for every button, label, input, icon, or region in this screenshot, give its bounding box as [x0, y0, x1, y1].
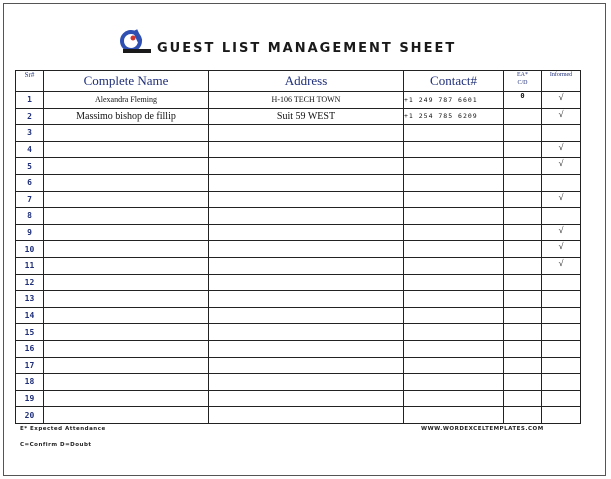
contact-cell[interactable]	[404, 241, 504, 258]
contact-cell[interactable]	[404, 257, 504, 274]
contact-cell[interactable]	[404, 357, 504, 374]
ea-cell[interactable]	[504, 191, 542, 208]
guest-name-cell[interactable]: Alexandra Fleming	[44, 92, 209, 109]
ea-cell[interactable]	[504, 241, 542, 258]
table-row	[16, 357, 581, 374]
row-number: 7	[16, 191, 44, 208]
informed-cell[interactable]	[542, 274, 581, 291]
ea-cell[interactable]	[504, 158, 542, 175]
table-row	[16, 174, 581, 191]
informed-cell[interactable]: √	[542, 92, 581, 109]
row-number: 9	[16, 224, 44, 241]
guest-name-cell[interactable]	[44, 141, 209, 158]
row-number: 3	[16, 125, 44, 142]
contact-cell[interactable]	[404, 141, 504, 158]
informed-cell[interactable]	[542, 390, 581, 407]
contact-cell[interactable]	[404, 291, 504, 308]
row-number: 14	[16, 307, 44, 324]
guest-name-cell[interactable]	[44, 374, 209, 391]
address-cell[interactable]: Suit 59 WEST	[209, 108, 404, 125]
column-header-informed: Informed	[542, 71, 581, 92]
guest-name-cell[interactable]	[44, 274, 209, 291]
informed-cell[interactable]: √	[542, 158, 581, 175]
informed-cell[interactable]: √	[542, 257, 581, 274]
guest-name-cell[interactable]: Massimo bishop de fillip	[44, 108, 209, 125]
guest-name-cell[interactable]	[44, 307, 209, 324]
guest-name-cell[interactable]	[44, 158, 209, 175]
ea-cell[interactable]	[504, 390, 542, 407]
guest-name-cell[interactable]	[44, 174, 209, 191]
table-row	[16, 324, 581, 341]
row-number: 16	[16, 340, 44, 357]
row-number: 6	[16, 174, 44, 191]
informed-cell[interactable]: √	[542, 241, 581, 258]
address-cell[interactable]	[209, 241, 404, 258]
ea-cell[interactable]	[504, 357, 542, 374]
address-cell[interactable]	[209, 257, 404, 274]
address-cell[interactable]	[209, 224, 404, 241]
row-number: 2	[16, 108, 44, 125]
contact-cell[interactable]	[404, 224, 504, 241]
guest-name-cell[interactable]	[44, 191, 209, 208]
informed-cell[interactable]	[542, 125, 581, 142]
table-row	[16, 224, 581, 241]
guest-name-cell[interactable]	[44, 224, 209, 241]
table-body	[16, 92, 581, 424]
ea-cell[interactable]	[504, 257, 542, 274]
page-title: GUEST LIST MANAGEMENT SHEET	[157, 41, 457, 56]
contact-cell[interactable]	[404, 307, 504, 324]
contact-cell[interactable]	[404, 158, 504, 175]
informed-cell[interactable]: √	[542, 224, 581, 241]
ea-cell[interactable]: 0	[504, 92, 542, 109]
table-row	[16, 340, 581, 357]
informed-cell[interactable]	[542, 374, 581, 391]
table-row	[16, 125, 581, 142]
address-cell[interactable]	[209, 125, 404, 142]
row-number: 12	[16, 274, 44, 291]
address-cell[interactable]	[209, 340, 404, 357]
column-header-address: Address	[209, 71, 404, 92]
address-cell[interactable]	[209, 374, 404, 391]
table-row	[16, 390, 581, 407]
table-row	[16, 241, 581, 258]
ea-cell[interactable]	[504, 407, 542, 424]
row-number: 20	[16, 407, 44, 424]
ea-sub-label: C/D	[517, 80, 528, 86]
row-number: 17	[16, 357, 44, 374]
guest-name-cell[interactable]	[44, 125, 209, 142]
column-header-sr: Sr#	[16, 71, 44, 92]
ea-cell[interactable]	[504, 224, 542, 241]
address-cell[interactable]	[209, 291, 404, 308]
table-header-row	[16, 71, 581, 92]
guest-name-cell[interactable]	[44, 357, 209, 374]
ea-cell[interactable]	[504, 307, 542, 324]
informed-cell[interactable]: √	[542, 108, 581, 125]
contact-cell[interactable]: +1 249 787 6601	[404, 92, 504, 109]
table-row	[16, 291, 581, 308]
row-number: 4	[16, 141, 44, 158]
contact-cell[interactable]	[404, 208, 504, 225]
informed-cell[interactable]	[542, 208, 581, 225]
informed-cell[interactable]	[542, 307, 581, 324]
address-cell[interactable]	[209, 174, 404, 191]
row-number: 8	[16, 208, 44, 225]
row-number: 5	[16, 158, 44, 175]
guest-name-cell[interactable]	[44, 257, 209, 274]
row-number: 18	[16, 374, 44, 391]
address-cell[interactable]	[209, 307, 404, 324]
row-number: 1	[16, 92, 44, 109]
table-row	[16, 307, 581, 324]
ea-cell[interactable]	[504, 374, 542, 391]
guest-name-cell[interactable]	[44, 291, 209, 308]
guest-name-cell[interactable]	[44, 208, 209, 225]
row-number: 19	[16, 390, 44, 407]
website-url: WWW.WORDEXCELTEMPLATES.COM	[421, 426, 544, 432]
table-row	[16, 407, 581, 424]
address-cell[interactable]	[209, 324, 404, 341]
address-cell[interactable]	[209, 274, 404, 291]
ea-cell[interactable]	[504, 291, 542, 308]
table-row	[16, 274, 581, 291]
table-row	[16, 92, 581, 109]
column-header-ea	[504, 71, 542, 92]
table-row	[16, 191, 581, 208]
cd-footnote: C=Confirm D=Doubt	[20, 442, 92, 448]
contact-cell[interactable]: +1 254 785 6209	[404, 108, 504, 125]
ea-footnote: E* Expected Attendance	[20, 426, 106, 432]
ea-label: EA*	[517, 72, 528, 78]
address-cell[interactable]: H-106 TECH TOWN	[209, 92, 404, 109]
guest-name-cell[interactable]	[44, 241, 209, 258]
microscope-logo-icon	[117, 27, 157, 57]
informed-cell[interactable]	[542, 174, 581, 191]
contact-cell[interactable]	[404, 374, 504, 391]
ea-cell[interactable]	[504, 141, 542, 158]
table-row	[16, 158, 581, 175]
column-header-name: Complete Name	[44, 71, 209, 92]
guest-list-table	[15, 70, 581, 424]
table-row	[16, 141, 581, 158]
contact-cell[interactable]	[404, 191, 504, 208]
ea-cell[interactable]	[504, 208, 542, 225]
table-row	[16, 257, 581, 274]
table-row	[16, 108, 581, 125]
table-row	[16, 208, 581, 225]
guest-name-cell[interactable]	[44, 390, 209, 407]
address-cell[interactable]	[209, 208, 404, 225]
ea-cell[interactable]	[504, 274, 542, 291]
informed-cell[interactable]	[542, 407, 581, 424]
contact-cell[interactable]	[404, 407, 504, 424]
address-cell[interactable]	[209, 158, 404, 175]
informed-cell[interactable]: √	[542, 191, 581, 208]
guest-name-cell[interactable]	[44, 340, 209, 357]
informed-cell[interactable]: √	[542, 141, 581, 158]
address-cell[interactable]	[209, 357, 404, 374]
address-cell[interactable]	[209, 191, 404, 208]
row-number: 10	[16, 241, 44, 258]
informed-cell[interactable]	[542, 340, 581, 357]
row-number: 15	[16, 324, 44, 341]
ea-cell[interactable]	[504, 174, 542, 191]
table-row	[16, 374, 581, 391]
ea-cell[interactable]	[504, 324, 542, 341]
ea-cell[interactable]	[504, 108, 542, 125]
address-cell[interactable]	[209, 407, 404, 424]
contact-cell[interactable]	[404, 174, 504, 191]
contact-cell[interactable]	[404, 274, 504, 291]
column-header-contact: Contact#	[404, 71, 504, 92]
guest-name-cell[interactable]	[44, 407, 209, 424]
contact-cell[interactable]	[404, 340, 504, 357]
informed-cell[interactable]	[542, 357, 581, 374]
contact-cell[interactable]	[404, 324, 504, 341]
row-number: 13	[16, 291, 44, 308]
ea-cell[interactable]	[504, 340, 542, 357]
contact-cell[interactable]	[404, 390, 504, 407]
contact-cell[interactable]	[404, 125, 504, 142]
address-cell[interactable]	[209, 390, 404, 407]
informed-cell[interactable]	[542, 291, 581, 308]
address-cell[interactable]	[209, 141, 404, 158]
ea-cell[interactable]	[504, 125, 542, 142]
guest-name-cell[interactable]	[44, 324, 209, 341]
informed-cell[interactable]	[542, 324, 581, 341]
row-number: 11	[16, 257, 44, 274]
